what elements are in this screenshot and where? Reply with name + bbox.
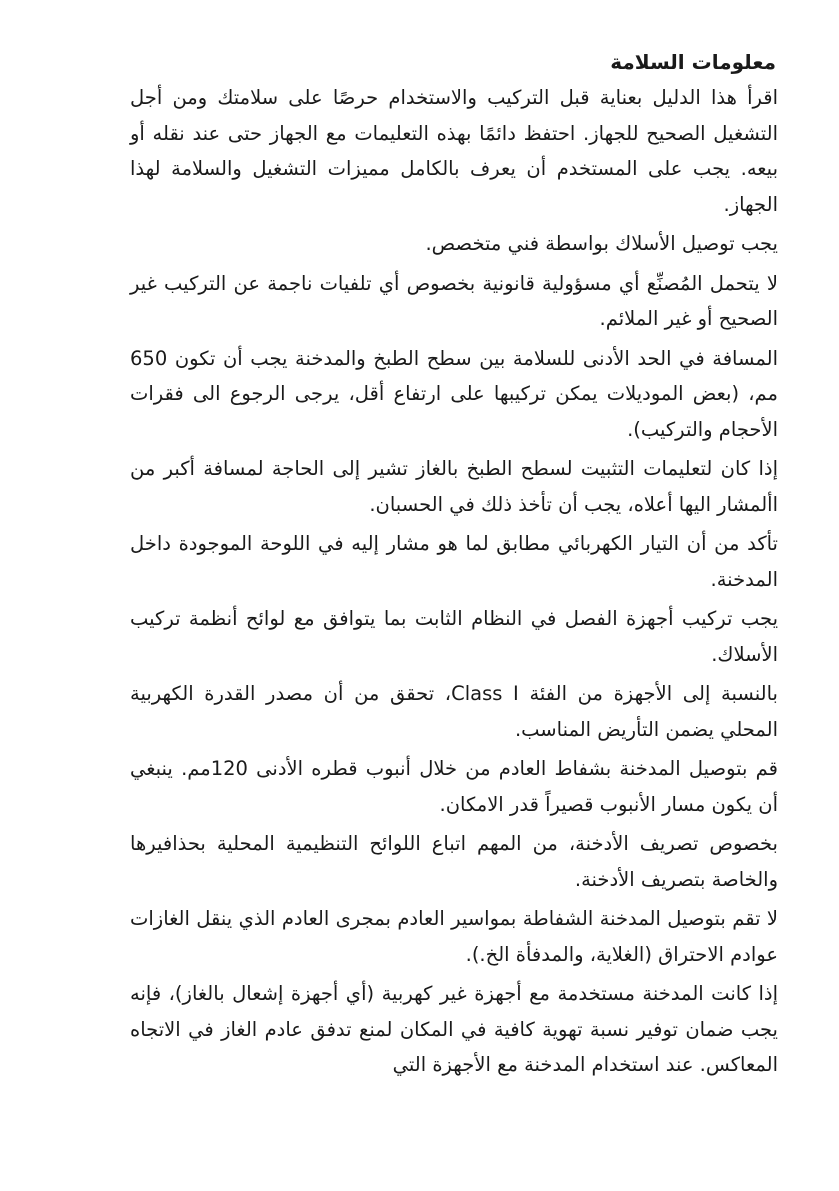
page-title: معلومات السلامة xyxy=(610,50,776,74)
paragraph-min-distance: المسافة في الحد الأدنى للسلامة بين سطح الطبخ والمدخنة يجب أن تكون 650 مم، (بعض الموديلات يمكن تركيبها على ارتفاع أقل، يرجى الرجوع الى فقرات الأحجام والتركيب). xyxy=(130,346,778,441)
paragraph-exhaust-pipe: قم بتوصيل المدخنة بشفاط العادم من خلال أنبوب قطره الأدنى 120مم. ينبغي أن يكون مسار الأنبوب قصيراً قدر الامكان. xyxy=(130,757,778,816)
paragraph-no-flue-connection: لا تقم بتوصيل المدخنة الشفاطة بمواسير العادم بمجرى العادم الذي ينقل الغازات عوادم الاحتراق (الغلاية، والمدفأة الخ.). xyxy=(130,907,778,966)
paragraph-intro: اقرأ هذا الدليل بعناية قبل التركيب والاستخدام حرصًا على سلامتك ومن أجل التشغيل الصحيح للجهاز. احتفظ دائمًا بهذه التعليمات مع الجهاز حتى عند نقله أو بيعه. يجب على المستخدم أن يعرف بالكامل مميزات التشغيل والسلامة لهذا الجهاز. xyxy=(130,86,778,216)
paragraph-wiring: يجب توصيل الأسلاك بواسطة فني متخصص. xyxy=(425,232,778,255)
paragraph-disconnect: يجب تركيب أجهزة الفصل في النظام الثابت بما يتوافق مع لوائح أنظمة تركيب الأسلاك. xyxy=(130,607,778,666)
paragraph-fume-regulations: بخصوص تصريف الأدخنة، من المهم اتباع اللوائح التنظيمية المحلية بحذافيرها والخاصة بتصريف الأدخنة. xyxy=(130,832,778,891)
paragraph-liability: لا يتحمل المُصنِّع أي مسؤولية قانونية بخصوص أي تلفيات ناجمة عن التركيب غير الصحيح أو غير الملائم. xyxy=(130,271,778,330)
paragraph-class-i: بالنسبة إلى الأجهزة من الفئة Class I، تحقق من أن مصدر القدرة الكهربية المحلي يضمن التأريض المناسب. xyxy=(130,682,778,741)
paragraph-gas-hob: إذا كان لتعليمات التثبيت لسطح الطبخ بالغاز تشير إلى الحاجة لمسافة أكبر من األمشار اليها أعلاه، يجب أن تأخذ ذلك في الحسبان. xyxy=(130,457,778,516)
document-page xyxy=(130,46,778,1087)
paragraph-ventilation: إذا كانت المدخنة مستخدمة مع أجهزة غير كهربية (أي أجهزة إشعال بالغاز)، فإنه يجب ضمان توفير نسبة تهوية كافية في المكان لمنع تدفق عادم الغاز في الاتجاه المعاكس. عند استخدام المدخنة مع الأجهزة التي xyxy=(130,982,778,1076)
paragraph-voltage: تأكد من أن التيار الكهربائي مطابق لما هو مشار إليه في اللوحة الموجودة داخل المدخنة. xyxy=(130,532,778,591)
